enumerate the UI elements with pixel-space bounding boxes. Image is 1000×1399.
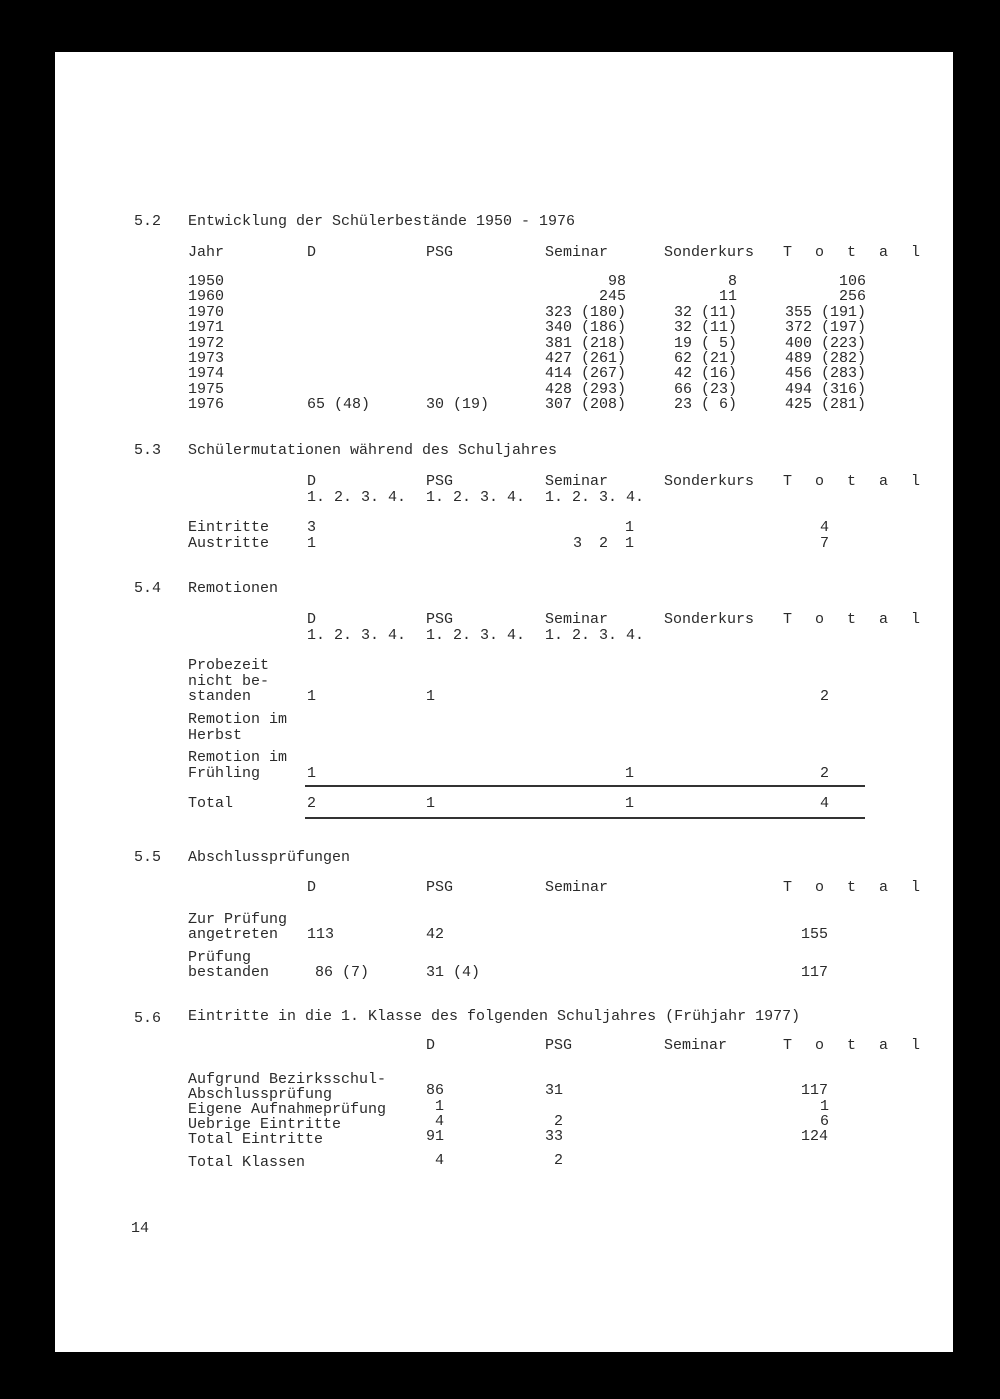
cell-seminar: 381 (218)	[544, 334, 626, 352]
cell-d: 2	[307, 795, 317, 812]
cell-seminar-4: 1	[625, 535, 635, 552]
section-number: 5.5	[134, 849, 162, 866]
header-psg: PSG	[426, 244, 454, 261]
cell-psg: 30 (19)	[426, 396, 490, 414]
cell-year: 1970	[188, 303, 225, 321]
section-title: Abschlussprüfungen	[188, 849, 351, 866]
header-d: D	[426, 1037, 436, 1054]
row-label: Total Eintritte	[188, 1131, 324, 1148]
row-label: Abschlussprüfung	[188, 1086, 333, 1103]
cell-psg: 1	[426, 795, 436, 812]
header-d: D	[307, 879, 317, 896]
section-title: Entwicklung der Schülerbestände 1950 - 1976	[188, 213, 576, 230]
header-d: D	[307, 244, 317, 261]
cell-total: 256	[838, 288, 866, 306]
header-seminar: Seminar	[545, 611, 609, 628]
cell-sonderkurs: 8	[727, 273, 737, 290]
cell-total: 117	[801, 1082, 829, 1099]
header-total: T o t a l	[783, 244, 928, 261]
cell-year: 1971	[188, 319, 225, 337]
cell-seminar: 307 (208)	[544, 396, 626, 414]
cell-d: 86 (7)	[315, 964, 370, 981]
row-label: Herbst	[188, 727, 243, 744]
class-numbers-d: 1. 2. 3. 4.	[307, 489, 407, 506]
cell-sonderkurs: 42 (16)	[673, 365, 737, 383]
row-label: Austritte	[188, 535, 270, 552]
row-label: Remotion im	[188, 749, 288, 766]
cell-sonderkurs: 32 (11)	[673, 303, 737, 321]
row-label: Eintritte	[188, 519, 270, 536]
header-seminar: Seminar	[664, 1037, 728, 1054]
cell-d: 3	[307, 519, 317, 536]
cell-seminar-3: 2	[599, 535, 609, 552]
header-psg: PSG	[426, 879, 454, 896]
cell-d: 91	[426, 1128, 445, 1145]
divider	[305, 817, 865, 819]
cell-year: 1974	[188, 365, 225, 383]
header-jahr: Jahr	[188, 244, 225, 261]
cell-total: 106	[838, 273, 866, 290]
cell-total: 2	[820, 688, 830, 705]
section-number: 5.3	[134, 442, 162, 459]
cell-d: 4	[435, 1152, 445, 1169]
header-total: T o t a l	[783, 611, 928, 628]
cell-d: 86	[426, 1082, 445, 1099]
cell-psg: 1	[426, 688, 436, 705]
header-seminar: Seminar	[545, 473, 609, 490]
section-number: 5.4	[134, 580, 162, 597]
row-label: Zur Prüfung	[188, 911, 288, 928]
class-numbers-d: 1. 2. 3. 4.	[307, 627, 407, 644]
cell-total: 124	[801, 1128, 829, 1145]
cell-total: 425 (281)	[784, 396, 866, 414]
header-seminar: Seminar	[545, 244, 609, 261]
cell-psg: 2	[554, 1113, 564, 1130]
row-label: Total	[188, 795, 234, 812]
header-psg: PSG	[426, 473, 454, 490]
cell-seminar: 98	[607, 273, 626, 290]
cell-total: 489 (282)	[784, 350, 866, 367]
cell-year: 1950	[188, 273, 225, 290]
divider	[305, 785, 865, 787]
row-label: nicht be-	[188, 673, 270, 690]
section-title: Remotionen	[188, 580, 279, 597]
cell-total: 372 (197)	[784, 319, 866, 337]
class-numbers-psg: 1. 2. 3. 4.	[426, 627, 526, 644]
cell-seminar: 428 (293)	[544, 380, 626, 398]
cell-seminar: 1	[625, 519, 635, 536]
class-numbers-psg: 1. 2. 3. 4.	[426, 489, 526, 506]
row-label: angetreten	[188, 926, 279, 943]
header-d: D	[307, 611, 317, 628]
header-sonderkurs: Sonderkurs	[664, 244, 755, 261]
cell-total: 2	[820, 765, 830, 782]
cell-total: 1	[820, 1098, 830, 1115]
row-label: Eigene Aufnahmeprüfung	[188, 1101, 387, 1118]
cell-year: 1972	[188, 334, 225, 352]
cell-d: 1	[307, 765, 317, 782]
cell-total: 400 (223)	[784, 334, 866, 352]
header-seminar: Seminar	[545, 879, 609, 896]
header-total: T o t a l	[783, 473, 928, 490]
cell-seminar: 427 (261)	[544, 350, 626, 367]
row-label: Uebrige Eintritte	[188, 1116, 342, 1133]
cell-seminar: 323 (180)	[544, 303, 626, 321]
cell-d: 65 (48)	[307, 396, 371, 414]
cell-year: 1975	[188, 380, 225, 398]
row-label: Total Klassen	[188, 1154, 306, 1171]
cell-sonderkurs: 19 ( 5)	[673, 334, 737, 352]
row-label: standen	[188, 688, 252, 705]
row-label: bestanden	[188, 964, 270, 981]
cell-seminar: 340 (186)	[544, 319, 626, 337]
cell-total: 7	[820, 535, 830, 552]
cell-total: 117	[801, 964, 829, 981]
section-title: Eintritte in die 1. Klasse des folgenden Schuljahres (Frühjahr 1977)	[188, 1008, 801, 1025]
cell-total: 456 (283)	[784, 365, 866, 383]
cell-psg: 31	[545, 1082, 564, 1099]
class-numbers-seminar: 1. 2. 3. 4.	[545, 627, 645, 644]
cell-sonderkurs: 62 (21)	[673, 350, 737, 367]
cell-psg: 33	[545, 1128, 564, 1145]
cell-d: 4	[435, 1113, 445, 1130]
header-d: D	[307, 473, 317, 490]
cell-sonderkurs: 23 ( 6)	[673, 396, 737, 414]
cell-total: 494 (316)	[784, 380, 866, 398]
cell-total: 6	[820, 1113, 830, 1130]
cell-d: 1	[307, 535, 317, 552]
cell-year: 1973	[188, 350, 225, 367]
cell-year: 1976	[188, 396, 225, 414]
cell-total: 4	[820, 519, 830, 536]
cell-seminar-2: 3	[573, 535, 583, 552]
cell-psg: 2	[554, 1152, 564, 1169]
page-number: 14	[131, 1220, 150, 1237]
section-number: 5.2	[134, 213, 162, 230]
cell-total: 4	[820, 795, 830, 812]
cell-psg: 42	[426, 926, 445, 943]
cell-sonderkurs: 32 (11)	[673, 319, 737, 337]
cell-sonderkurs: 66 (23)	[673, 380, 737, 398]
cell-d: 1	[307, 688, 317, 705]
header-sonderkurs: Sonderkurs	[664, 473, 755, 490]
cell-psg: 31 (4)	[426, 964, 481, 981]
section-title: Schülermutationen während des Schuljahres	[188, 442, 558, 459]
cell-d: 113	[307, 926, 335, 943]
row-label: Aufgrund Bezirksschul-	[188, 1071, 387, 1088]
cell-total: 155	[801, 926, 829, 943]
row-label: Frühling	[188, 765, 261, 782]
cell-seminar: 1	[625, 795, 635, 812]
cell-sonderkurs: 11	[718, 288, 737, 306]
cell-total: 355 (191)	[784, 303, 866, 321]
section-number: 5.6	[134, 1010, 162, 1027]
row-label: Probezeit	[188, 657, 270, 674]
cell-seminar: 1	[625, 765, 635, 782]
header-total: T o t a l	[783, 879, 928, 896]
row-label: Remotion im	[188, 711, 288, 728]
row-label: Prüfung	[188, 949, 252, 966]
cell-seminar: 414 (267)	[544, 365, 626, 383]
header-psg: PSG	[426, 611, 454, 628]
document-page	[55, 52, 953, 1352]
header-psg: PSG	[545, 1037, 573, 1054]
cell-seminar: 245	[598, 288, 626, 306]
header-total: T o t a l	[783, 1037, 928, 1054]
header-sonderkurs: Sonderkurs	[664, 611, 755, 628]
cell-d: 1	[435, 1098, 445, 1115]
cell-year: 1960	[188, 288, 225, 306]
class-numbers-seminar: 1. 2. 3. 4.	[545, 489, 645, 506]
